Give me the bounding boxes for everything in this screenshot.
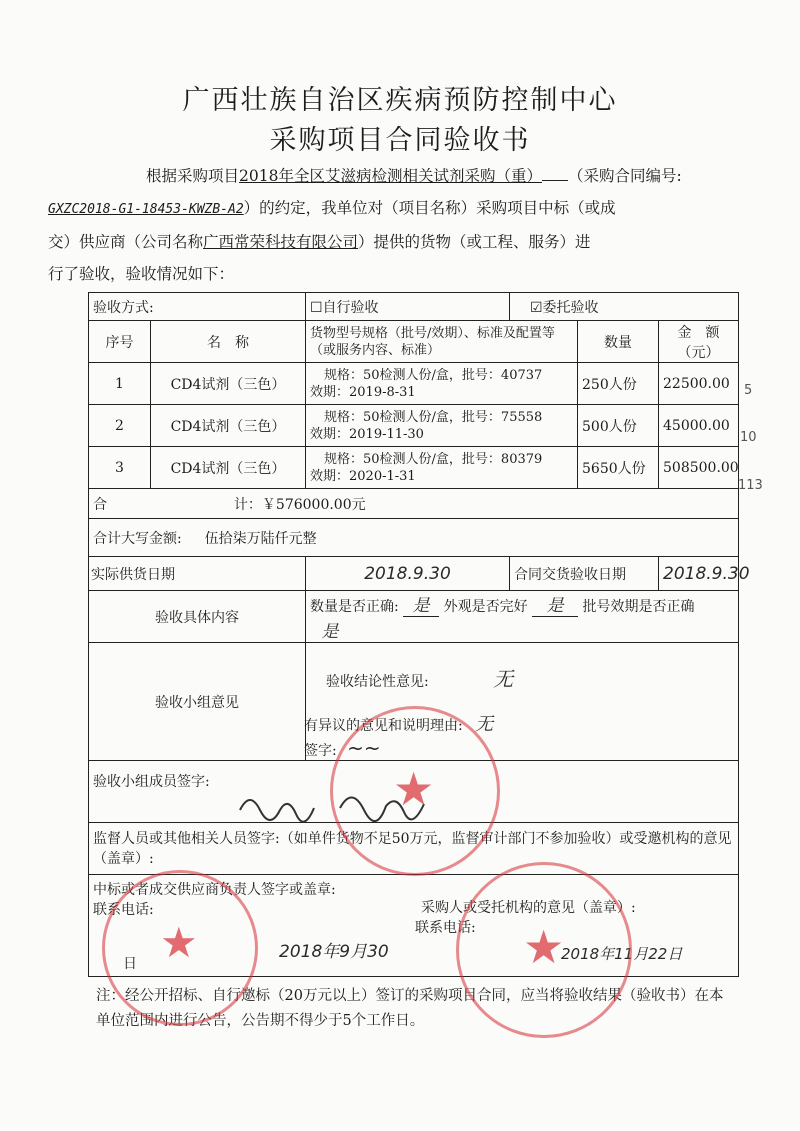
intro-paragraph (48, 160, 748, 290)
item-spec-line1: 规格：50检测人份/盒，批号：80379 (324, 451, 543, 467)
table-row (89, 405, 739, 447)
method-self-checkbox[interactable]: ☐自行验收 (306, 293, 510, 321)
total-cn-label: 合计大写金额: (93, 530, 182, 547)
content-label: 验收具体内容 (89, 591, 306, 643)
total-row (89, 489, 739, 519)
margin-note-1: 5 (744, 383, 753, 398)
item-qty: 250人份 (578, 363, 659, 405)
item-no: 3 (89, 447, 151, 489)
method-row (89, 293, 739, 321)
supervise-text: 监督人员或其他相关人员签字:（如单件货物不足50万元，监督审计部门不参加验收）或受邀机构的意见（盖章）: (89, 823, 739, 875)
supplier-day-char: 日 (123, 956, 137, 972)
group-signature: ~~ (347, 736, 381, 760)
actual-date-label-text: 实际供货日期 (91, 566, 175, 583)
project-name: 2018年全区艾滋病检测相关试剂采购（重） (239, 167, 542, 185)
buyer-date: 2018年11月22日 (561, 945, 683, 963)
col-header-no: 序号 (89, 321, 151, 363)
item-spec-line2: 效期：2020-1-31 (310, 468, 416, 484)
item-no: 1 (89, 363, 151, 405)
footnote: 注：经公开招标、自行邀标（20万元以上）签订的采购项目合同，应当将验收结果（验收书）在本单位范围内进行公告，公告期不得少于5个工作日。 (96, 988, 724, 1029)
supplier-name: 广西常荣科技有限公司 (203, 233, 359, 251)
total-cn-value: 伍拾柒万陆仟元整 (204, 530, 317, 547)
dissent-label: 有异议的意见和说明理由: (304, 718, 463, 734)
item-name: CD4试剂（三色） (151, 405, 306, 447)
item-no: 2 (89, 405, 151, 447)
item-spec (306, 405, 578, 447)
members-label: 验收小组成员签字: (93, 774, 210, 790)
item-name: CD4试剂（三色） (151, 363, 306, 405)
buyer-phone-label: 联系电话: (415, 920, 476, 936)
col-header-qty: 数量 (578, 321, 659, 363)
batch-check-label: 批号效期是否正确 (582, 599, 695, 615)
intro-prefix: 根据采购项目 (146, 167, 240, 185)
col-header-amount (659, 321, 739, 363)
intro-line3-prefix: 交）供应商（公司名称 (48, 233, 204, 251)
look-check-value: 是 (532, 591, 578, 617)
group-sign-label: 签字: (304, 743, 337, 759)
contract-date-value: 2018.9.30 (659, 557, 739, 591)
intro-line-2 (48, 192, 748, 226)
batch-check-value: 是 (321, 622, 339, 642)
qty-check-label: 数量是否正确: (310, 599, 399, 615)
seal-star-icon: ★ (523, 920, 565, 974)
item-amount: 45000.00 (659, 405, 739, 447)
conclusion-value: 无 (493, 667, 514, 691)
content-checks (306, 591, 739, 643)
total-cn-row (89, 519, 739, 557)
dates-row (89, 557, 739, 591)
document-subtitle: 采购项目合同验收书 (269, 125, 531, 156)
item-qty: 5650人份 (578, 447, 659, 489)
amount-header-line1: 金 额 (677, 324, 720, 341)
table-header-row (89, 321, 739, 363)
method-label: 验收方式: (89, 293, 306, 321)
table-row (89, 447, 739, 489)
item-spec-line1: 规格：50检测人份/盒，批号：75558 (324, 409, 543, 425)
item-spec (306, 363, 578, 405)
contract-date-label: 合同交货验收日期 (510, 557, 659, 591)
intro-line-1 (88, 160, 748, 192)
actual-date-label (89, 557, 306, 591)
item-amount: 508500.00 (659, 447, 739, 489)
total-cn-cell (89, 519, 739, 557)
buyer-opinion-label: 采购人或受托机构的意见（盖章）: (421, 900, 636, 916)
group-label: 验收小组意见 (89, 643, 306, 761)
table-row (89, 363, 739, 405)
amount-header-line2: （元） (677, 344, 720, 361)
dissent-value: 无 (475, 714, 494, 735)
item-amount: 22500.00 (659, 363, 739, 405)
qty-check-value: 是 (403, 591, 439, 617)
supplier-phone-label: 联系电话: (93, 902, 154, 918)
intro-line3-suffix: ）提供的货物（或工程、服务）进 (358, 233, 591, 251)
item-spec (306, 447, 578, 489)
contract-number: GXZC2018-G1-18453-KWZB-A2 (48, 202, 244, 217)
item-name: CD4试剂（三色） (151, 447, 306, 489)
supplier-sign-label: 中标或者成交供应商负责人签字或盖章: (93, 882, 336, 898)
seal-star-icon: ★ (160, 918, 198, 967)
look-check-label: 外观是否完好 (443, 599, 528, 615)
total-amount: 计：￥576000.00元 (233, 496, 366, 513)
item-spec-line2: 效期：2019-11-30 (310, 426, 424, 442)
total-cell (89, 489, 739, 519)
margin-note-3: 113 (738, 478, 763, 493)
document-title: 广西壮族自治区疾病预防控制中心 (182, 85, 618, 116)
supplier-date: 2018年9月30 (279, 942, 389, 962)
method-entrust-checkbox[interactable]: ☑委托验收 (510, 293, 739, 321)
total-label-left: 合 (93, 496, 107, 513)
intro-line-4: 行了验收，验收情况如下： (48, 265, 235, 283)
item-qty: 500人份 (578, 405, 659, 447)
contract-label: （采购合同编号: (567, 167, 682, 185)
conclusion-line (310, 663, 734, 692)
seal-star-icon: ★ (393, 762, 435, 816)
item-spec-line1: 规格：50检测人份/盒，批号：40737 (324, 367, 543, 383)
actual-date-value: 2018.9.30 (306, 557, 510, 591)
col-header-spec: 货物型号规格（批号/效期）、标准及配置等（或服务内容、标准） (306, 321, 578, 363)
intro-mid-text: ）的约定，我单位对（项目名称）采购项目中标（或成 (243, 199, 616, 217)
col-header-name: 名 称 (151, 321, 306, 363)
conclusion-label: 验收结论性意见: (326, 674, 429, 690)
content-row (89, 591, 739, 643)
margin-note-2: 10 (740, 430, 757, 445)
item-spec-line2: 效期：2019-8-31 (310, 384, 416, 400)
intro-line-3 (48, 226, 748, 258)
